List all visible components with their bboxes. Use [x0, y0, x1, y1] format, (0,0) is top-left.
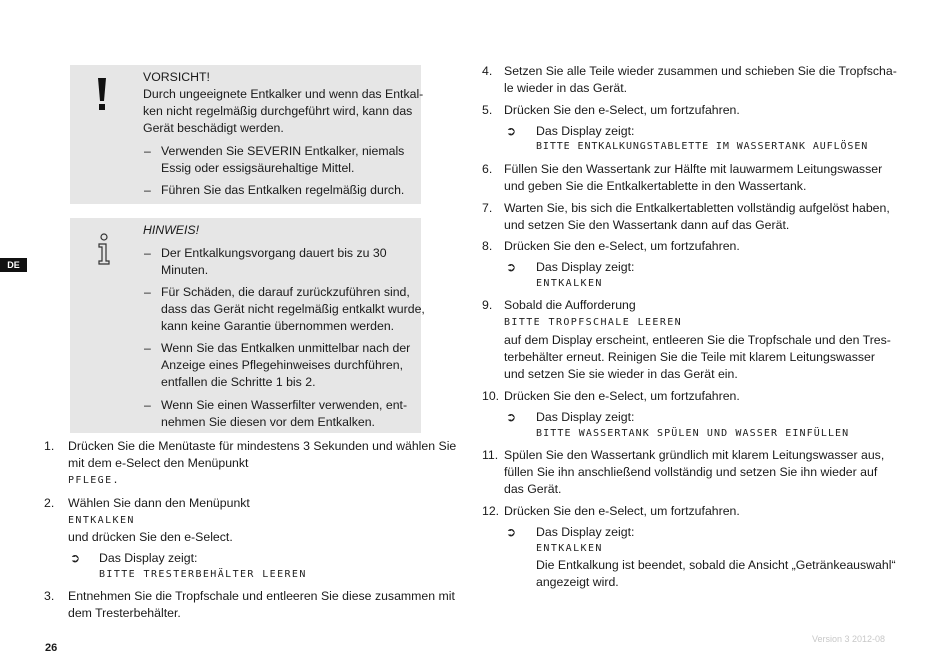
caution-text-line: Gerät beschädigt werden.	[143, 121, 284, 135]
caution-title: VORSICHT!	[143, 70, 210, 84]
note-bullet-line: Wenn Sie das Entkalken unmittelbar nach der	[161, 341, 411, 355]
step-number: 5.	[482, 103, 493, 117]
note-bullet-line: Minuten.	[161, 263, 209, 277]
result-arrow-icon: ➲	[506, 410, 517, 424]
display-label: Das Display zeigt:	[536, 525, 635, 539]
caution-text-line: Durch ungeeignete Entkalker und wenn das Entkal-	[143, 87, 424, 101]
step-text: Drücken Sie die Menütaste für mindestens 3 Sekunden und wählen Sie	[68, 439, 457, 453]
step-number: 1.	[44, 439, 55, 453]
bullet-dash: –	[144, 398, 151, 412]
display-label: Das Display zeigt:	[99, 551, 198, 565]
display-text: ENTKALKEN	[536, 278, 603, 289]
step-text: und drücken Sie den e-Select.	[68, 530, 233, 544]
step-text: Spülen Sie den Wassertank gründlich mit klarem Leitungswasser aus,	[504, 448, 885, 462]
step-text: Drücken Sie den e-Select, um fortzufahren.	[504, 504, 740, 518]
step-number: 7.	[482, 201, 493, 215]
language-tab: DE	[0, 258, 27, 272]
result-arrow-icon: ➲	[70, 551, 81, 565]
display-text: BITTE ENTKALKUNGSTABLETTE IM WASSERTANK AUFLÖSEN	[536, 141, 869, 152]
step-text: Wählen Sie dann den Menüpunkt	[68, 496, 250, 510]
step-number: 6.	[482, 162, 493, 176]
step-number: 2.	[44, 496, 55, 510]
bullet-dash: –	[144, 183, 151, 197]
step-text: mit dem e-Select den Menüpunkt	[68, 456, 249, 470]
display-label: Das Display zeigt:	[536, 410, 635, 424]
page-number: 26	[45, 642, 58, 654]
step-text: Die Entkalkung ist beendet, sobald die Ansicht „Getränkeauswahl“	[536, 558, 896, 572]
note-bullet-line: kann keine Garantie übernommen werden.	[161, 319, 395, 333]
display-text: ENTKALKEN	[536, 543, 603, 554]
step-text: füllen Sie ihn anschließend vollständig und setzen Sie ihn wieder auf	[504, 465, 878, 479]
step-text: Entnehmen Sie die Tropfschale und entleeren Sie diese zusammen mit	[68, 589, 455, 603]
step-text: le wieder in das Gerät.	[504, 81, 628, 95]
step-number: 8.	[482, 239, 493, 253]
caution-bullet-line: Führen Sie das Entkalken regelmäßig durch.	[161, 183, 405, 197]
note-bullet-line: Für Schäden, die darauf zurückzuführen sind,	[161, 285, 410, 299]
display-label: Das Display zeigt:	[536, 124, 635, 138]
caution-bullet-line: Essig oder essigsäurehaltige Mittel.	[161, 161, 355, 175]
note-title: HINWEIS!	[143, 223, 200, 237]
note-bullet-line: Anzeige eines Pflegehinweises durchführen,	[161, 358, 403, 372]
step-number: 3.	[44, 589, 55, 603]
step-text: und setzen Sie den Wassertank dann auf das Gerät.	[504, 218, 790, 232]
step-number: 10.	[482, 389, 500, 403]
step-number: 4.	[482, 64, 493, 78]
display-text: BITTE TRESTERBEHÄLTER LEEREN	[99, 569, 307, 580]
info-icon	[94, 233, 114, 272]
bullet-dash: –	[144, 341, 151, 355]
step-text: Drücken Sie den e-Select, um fortzufahren.	[504, 389, 740, 403]
step-number: 9.	[482, 298, 493, 312]
step-number: 12.	[482, 504, 500, 518]
step-text: terbehälter erneut. Reinigen Sie die Teile mit klarem Leitungswasser	[504, 350, 875, 364]
bullet-dash: –	[144, 246, 151, 260]
display-text: ENTKALKEN	[68, 515, 135, 526]
step-text: und setzen Sie sie wieder in das Gerät ein.	[504, 367, 738, 381]
note-bullet-line: Wenn Sie einen Wasserfilter verwenden, ent-	[161, 398, 408, 412]
step-text: das Gerät.	[504, 482, 562, 496]
version-label: Version 3 2012-08	[812, 634, 886, 644]
note-bullet-line: dass das Gerät nicht regelmäßig entkalkt wurde,	[161, 302, 425, 316]
step-text: Setzen Sie alle Teile wieder zusammen und schieben Sie die Tropfscha-	[504, 64, 897, 78]
exclamation-icon	[96, 77, 108, 116]
note-bullet-line: nehmen Sie diesen vor dem Entkalken.	[161, 415, 375, 429]
note-bullet-line: entfallen die Schritte 1 bis 2.	[161, 375, 316, 389]
step-text: und geben Sie die Entkalkertablette in den Wassertank.	[504, 179, 807, 193]
step-text: dem Tresterbehälter.	[68, 606, 181, 620]
step-text: Drücken Sie den e-Select, um fortzufahren.	[504, 103, 740, 117]
result-arrow-icon: ➲	[506, 124, 517, 138]
display-text: BITTE WASSERTANK SPÜLEN UND WASSER EINFÜLLEN	[536, 428, 850, 439]
step-number: 11.	[482, 448, 499, 462]
display-label: Das Display zeigt:	[536, 260, 635, 274]
result-arrow-icon: ➲	[506, 260, 517, 274]
note-bullet-line: Der Entkalkungsvorgang dauert bis zu 30	[161, 246, 387, 260]
step-text: Drücken Sie den e-Select, um fortzufahren.	[504, 239, 740, 253]
step-text: Warten Sie, bis sich die Entkalkertabletten vollständig aufgelöst haben,	[504, 201, 890, 215]
step-text: auf dem Display erscheint, entleeren Sie die Tropfschale und den Tres-	[504, 333, 891, 347]
bullet-dash: –	[144, 144, 151, 158]
display-text: BITTE TROPFSCHALE LEEREN	[504, 317, 683, 328]
caution-text-line: ken nicht regelmäßig durchgeführt wird, kann das	[143, 104, 413, 118]
step-text: Füllen Sie den Wassertank zur Hälfte mit lauwarmem Leitungswasser	[504, 162, 883, 176]
result-arrow-icon: ➲	[506, 525, 517, 539]
display-text: PFLEGE.	[68, 475, 120, 486]
bullet-dash: –	[144, 285, 151, 299]
step-text: angezeigt wird.	[536, 575, 619, 589]
step-text: Sobald die Aufforderung	[504, 298, 636, 312]
caution-bullet-line: Verwenden Sie SEVERIN Entkalker, niemals	[161, 144, 405, 158]
